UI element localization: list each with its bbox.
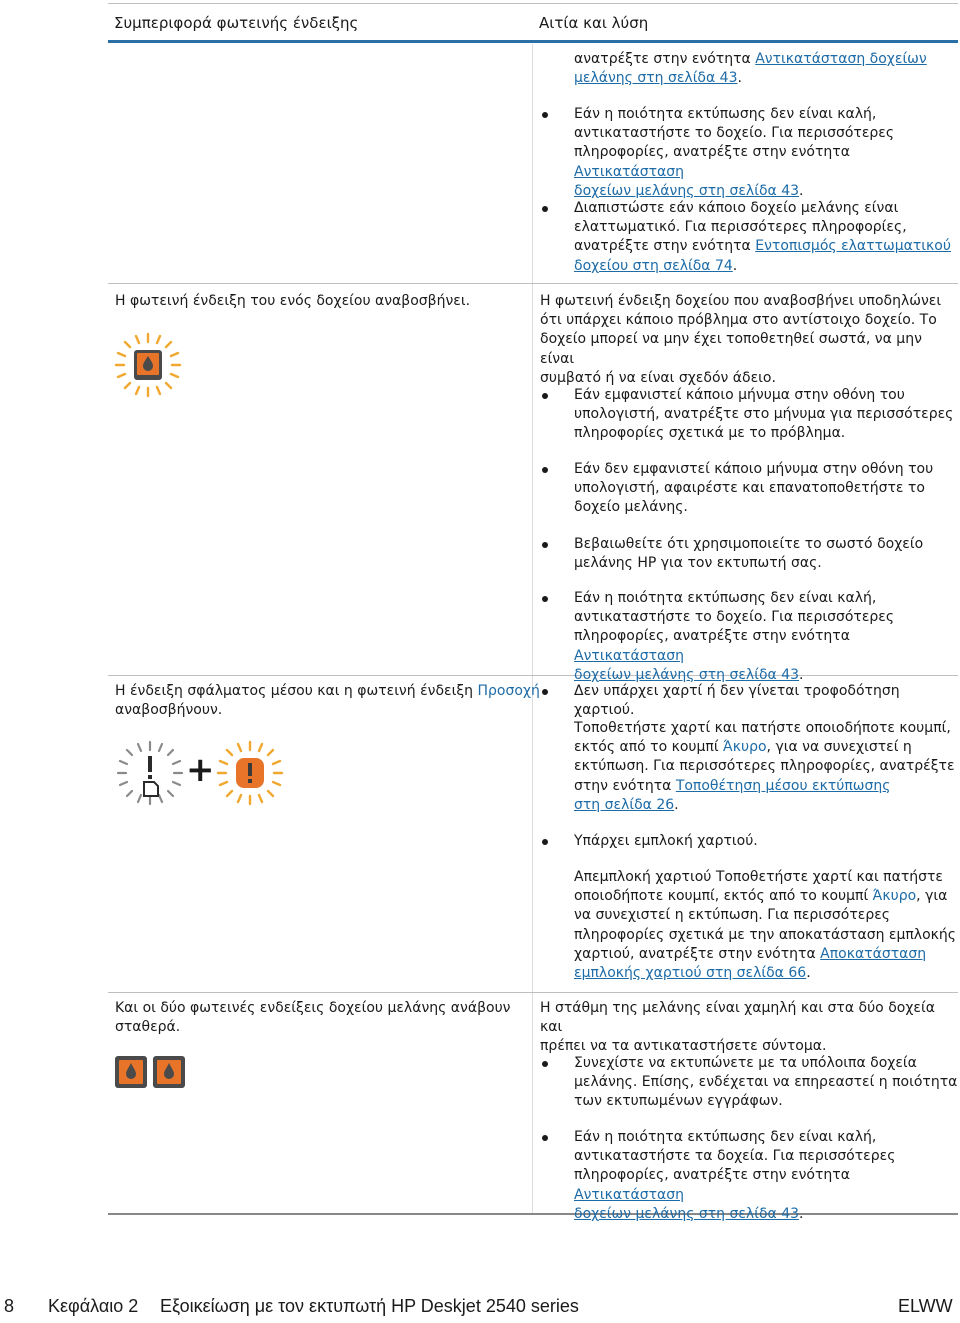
list-item: Εάν εμφανιστεί κάποιο μήνυμα στην οθόνη του υπολογιστή, ανατρέξτε στο μήνυμα για περισσότερες πληροφορίες σχετικά με το πρόβλημα.	[574, 387, 954, 442]
link-cartridge-replace-page[interactable]: δοχείων μελάνης στη σελίδα 43	[574, 182, 800, 199]
blinking-ink-cartridge-icon	[112, 332, 184, 398]
attention-label: Προσοχή	[477, 683, 540, 699]
header-behavior: Συμπεριφορά φωτεινής ένδειξης	[114, 14, 359, 32]
table-header	[108, 3, 958, 43]
bullet	[542, 689, 548, 695]
behavior-text: Και οι δύο φωτεινές ενδείξεις δοχείου μελάνης ανάβουν σταθερά.	[115, 1000, 511, 1036]
chapter-title: Εξοικείωση με τον εκτυπωτή HP Deskjet 2540 series	[160, 1296, 579, 1316]
behavior-text: Η φωτεινή ένδειξη του ενός δοχείου αναβοσβήνει.	[115, 293, 471, 309]
bullet	[542, 112, 548, 118]
chapter-label: Κεφάλαιο 2	[48, 1296, 139, 1316]
list-item: Εάν η ποιότητα εκτύπωσης δεν είναι καλή, αντικαταστήστε το δοχείο. Για περισσότερες πληροφορίες, ανατρέξτε στην ενότητα Αντικατάσταση δοχείων μελάνης στη σελίδα 43.	[574, 106, 895, 199]
cancel-button-label: Άκυρο	[872, 888, 917, 905]
ink-cartridge-icon	[152, 1055, 186, 1089]
link-defective-cartridge[interactable]: Εντοπισμός ελαττωματικού	[755, 238, 951, 255]
list-item: Εάν δεν εμφανιστεί κάποιο μήνυμα στην οθόνη του υπολογιστή, αφαιρέστε και επανατοποθετήστε το δοχείο μελάνης.	[574, 461, 934, 516]
link-cartridge-replace-page[interactable]: δοχείων μελάνης στη σελίδα 43	[574, 1205, 800, 1222]
list-item: ανατρέξτε στην ενότητα Αντικατάσταση δοχείων μελάνης στη σελίδα 43.	[574, 51, 927, 87]
link-cartridge-replace[interactable]: Αντικατάσταση	[574, 1186, 684, 1203]
doc-code: ELWW	[898, 1296, 953, 1316]
bullet	[542, 1135, 548, 1141]
link-clear-jam-page[interactable]: εμπλοκής χαρτιού στη σελίδα 66	[574, 965, 807, 982]
paper-error-icon	[112, 740, 190, 808]
column-divider	[532, 44, 533, 1214]
list-item: Εάν η ποιότητα εκτύπωσης δεν είναι καλή, αντικαταστήστε το δοχείο. Για περισσότερες πληροφορίες, ανατρέξτε στην ενότητα Αντικατάσταση δοχείων μελάνης στη σελίδα 43.	[574, 590, 895, 683]
plus-sign: +	[186, 750, 215, 790]
bullet	[542, 393, 548, 399]
list-item: Εάν η ποιότητα εκτύπωσης δεν είναι καλή, αντικαταστήστε τα δοχεία. Για περισσότερες πληροφορίες, ανατρέξτε στην ενότητα Αντικατάσταση δοχείων μελάνης στη σελίδα 43.	[574, 1129, 896, 1222]
list-item: Βεβαιωθείτε ότι χρησιμοποιείτε το σωστό δοχείο μελάνης HP για τον εκτυπωτή σας.	[574, 536, 924, 572]
link-cartridge-replace[interactable]: Αντικατάσταση	[574, 647, 684, 664]
link-cartridge-replace-page[interactable]: μελάνης στη σελίδα 43	[574, 70, 738, 87]
ink-cartridge-icon	[114, 1055, 148, 1089]
paragraph: Τοποθετήστε χαρτί και πατήστε οποιοδήποτε κουμπί, εκτός από το κουμπί Άκυρο, για να συνεχιστεί η εκτύπωση. Για περισσότερες πληροφορίες, ανατρέξτε στην ενότητα Τοποθέτηση μέσου εκτύπωσης στη σελίδα 26.	[574, 720, 955, 813]
bullet	[542, 839, 548, 845]
list-item: Συνεχίστε να εκτυπώνετε με τα υπόλοιπα δοχεία μελάνης. Επίσης, ενδέχεται να επηρεαστεί η ποιότητα των εκτυπωμένων εγγράφων.	[574, 1055, 958, 1110]
bullet	[542, 206, 548, 212]
link-cartridge-replace[interactable]: Αντικατάσταση δοχείων	[755, 51, 927, 67]
cause-text: Η στάθμη της μελάνης είναι χαμηλή και στα δύο δοχεία και πρέπει να τα αντικαταστήσετε σύντομα.	[540, 1000, 935, 1055]
link-load-media-page[interactable]: στη σελίδα 26	[574, 796, 675, 813]
bullet	[542, 467, 548, 473]
behavior-text: Η ένδειξη σφάλματος μέσου και η φωτεινή ένδειξη Προσοχή αναβοσβήνουν.	[115, 683, 540, 719]
paragraph: Απεμπλοκή χαρτιού Τοποθετήστε χαρτί και πατήστε οποιοδήποτε κουμπί, εκτός από το κουμπί Άκυρο, για να συνεχιστεί η εκτύπωση. Για περισσότερες πληροφορίες σχετικά με την αποκατάσταση εμπλοκής χαρτιού, ανατρέξτε στην ενότητα Αποκατάσταση εμπλοκής χαρτιού στη σελίδα 66.	[574, 869, 956, 982]
link-load-media[interactable]: Τοποθέτηση μέσου εκτύπωσης	[675, 777, 891, 794]
list-item: Διαπιστώστε εάν κάποιο δοχείο μελάνης είναι ελαττωματικό. Για περισσότερες πληροφορίες, ανατρέξτε στην ενότητα Εντοπισμός ελαττωματικού δοχείου στη σελίδα 74.	[574, 200, 951, 274]
list-item: Υπάρχει εμπλοκή χαρτιού.	[574, 833, 758, 849]
link-defective-cartridge-page[interactable]: δοχείου στη σελίδα 74	[574, 257, 733, 274]
list-item: Δεν υπάρχει χαρτί ή δεν γίνεται τροφοδότηση χαρτιού.	[574, 683, 900, 719]
link-cartridge-replace-page[interactable]: δοχείων μελάνης στη σελίδα 43	[574, 666, 800, 683]
row-separator	[108, 992, 958, 993]
bullet	[542, 542, 548, 548]
cause-text: Η φωτεινή ένδειξη δοχείου που αναβοσβήνει υποδηλώνει ότι υπάρχει κάποιο πρόβλημα στο αντίστοιχο δοχείο. Το δοχείο μπορεί να μην έχει τοποθετηθεί σωστά, να μην είναι συμβατό ή να είναι σχεδόν άδειο.	[540, 293, 942, 386]
bullet	[542, 596, 548, 602]
link-cartridge-replace[interactable]: Αντικατάσταση	[574, 163, 684, 180]
row-separator	[108, 283, 958, 284]
attention-icon	[214, 740, 286, 808]
link-clear-jam[interactable]: Αποκατάσταση	[820, 945, 927, 962]
header-cause: Αιτία και λύση	[539, 14, 649, 32]
cancel-button-label: Άκυρο	[723, 739, 767, 756]
bullet	[542, 1061, 548, 1067]
page-number: 8	[4, 1296, 15, 1316]
